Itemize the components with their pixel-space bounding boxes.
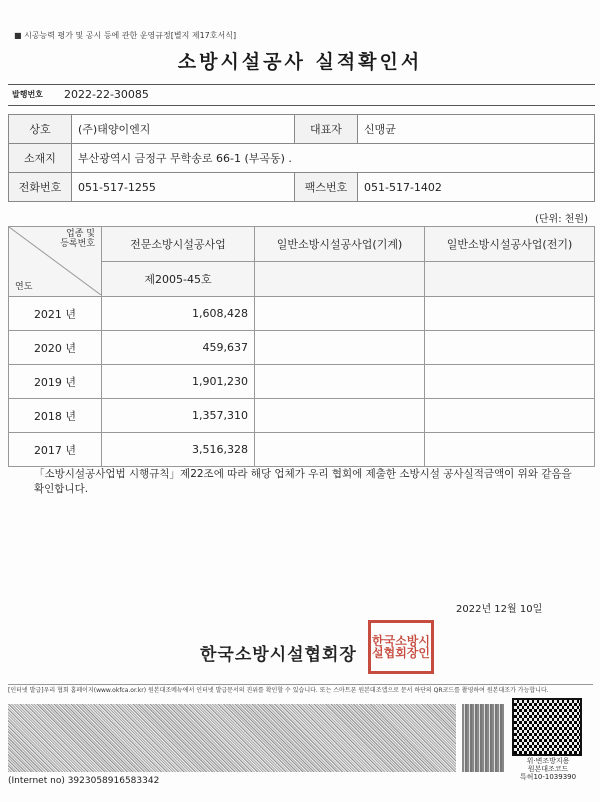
year-cell: 2021 년 [9,297,102,331]
amount-cell [425,365,595,399]
column-header: 일반소방시설공사업(기계) [255,227,425,262]
amount-cell [425,297,595,331]
table-row [9,365,595,399]
issue-date: 2022년 12월 10일 [456,604,543,615]
corner-bottom-label: 연도 [15,282,33,292]
amount-cell [255,331,425,365]
table-corner-cell [9,227,102,297]
issuer-name: 한국소방시설협회장 [200,645,357,665]
ceo-name: 신맹균 [358,115,595,144]
phone-value: 051-517-1255 [72,173,295,202]
amount-cell: 1,608,428 [102,297,255,331]
ceo-label: 대표자 [295,115,358,144]
amount-cell: 3,516,328 [102,433,255,467]
regulation-reference: ■ 시공능력 평가 및 공시 등에 관한 운영규정[별지 제17호서식] [14,31,237,40]
issue-number-value: 2022-22-30085 [64,88,149,101]
amount-cell [255,297,425,331]
table-row [9,331,595,365]
table-row [9,297,595,331]
company-info-table [8,114,595,202]
registration-number [425,262,595,297]
amount-cell: 1,901,230 [102,365,255,399]
company-name-label: 상호 [9,115,72,144]
issue-number-label: 발행번호 [12,90,43,99]
issue-number-row [8,84,595,106]
fax-value: 051-517-1402 [358,173,595,202]
anti-forgery-pattern [8,704,456,772]
unit-label: (단위: 천원) [535,214,588,225]
company-name: (주)태양이엔지 [72,115,295,144]
fax-label: 팩스번호 [295,173,358,202]
amount-cell [255,399,425,433]
amount-cell [425,433,595,467]
internet-number: (Internet no) 3923058916583342 [8,776,160,786]
address-label: 소재지 [9,144,72,173]
column-header: 전문소방시설공사업 [102,227,255,262]
year-cell: 2020 년 [9,331,102,365]
amount-cell: 1,357,310 [102,399,255,433]
qr-caption: 위·변조방지용 원본대조코드 특허10-1039390 [519,757,577,781]
document-title: 소방시설공사 실적확인서 [177,51,423,73]
qr-code-icon[interactable] [512,698,582,756]
year-cell: 2018 년 [9,399,102,433]
registration-number [255,262,425,297]
year-cell: 2019 년 [9,365,102,399]
confirmation-note: 「소방시설공사업법 시행규칙」제22조에 따라 해당 업체가 우리 협회에 제출한 소방시설 공사실적금액이 위와 같음을 확인합니다. [34,468,572,495]
table-row [9,433,595,467]
address-value: 부산광역시 금정구 무학송로 66-1 (부곡동) . [72,144,595,173]
amount-cell [425,399,595,433]
internet-issuance-notice: [인터넷 발급]우리 협회 홈페이지(www.okfca.or.kr) 원본대조메뉴에서 인터넷 발급문서의 진위를 확인할 수 있습니다. 또는 스마트폰 원본대조앱으로 문서 하단의 QR코드를 촬영하여 원본대조가 가능합니다. [8,684,593,695]
amount-cell: 459,637 [102,331,255,365]
barcode-strip [462,704,504,772]
phone-label: 전화번호 [9,173,72,202]
official-seal: 한국소방시설협회장인 [368,620,434,674]
column-header: 일반소방시설공사업(전기) [425,227,595,262]
amount-cell [255,433,425,467]
amount-cell [255,365,425,399]
corner-top-label: 업종 및 등록번호 [60,229,95,249]
table-row [9,399,595,433]
amount-cell [425,331,595,365]
registration-number: 제2005-45호 [102,262,255,297]
year-cell: 2017 년 [9,433,102,467]
performance-table [8,226,595,467]
